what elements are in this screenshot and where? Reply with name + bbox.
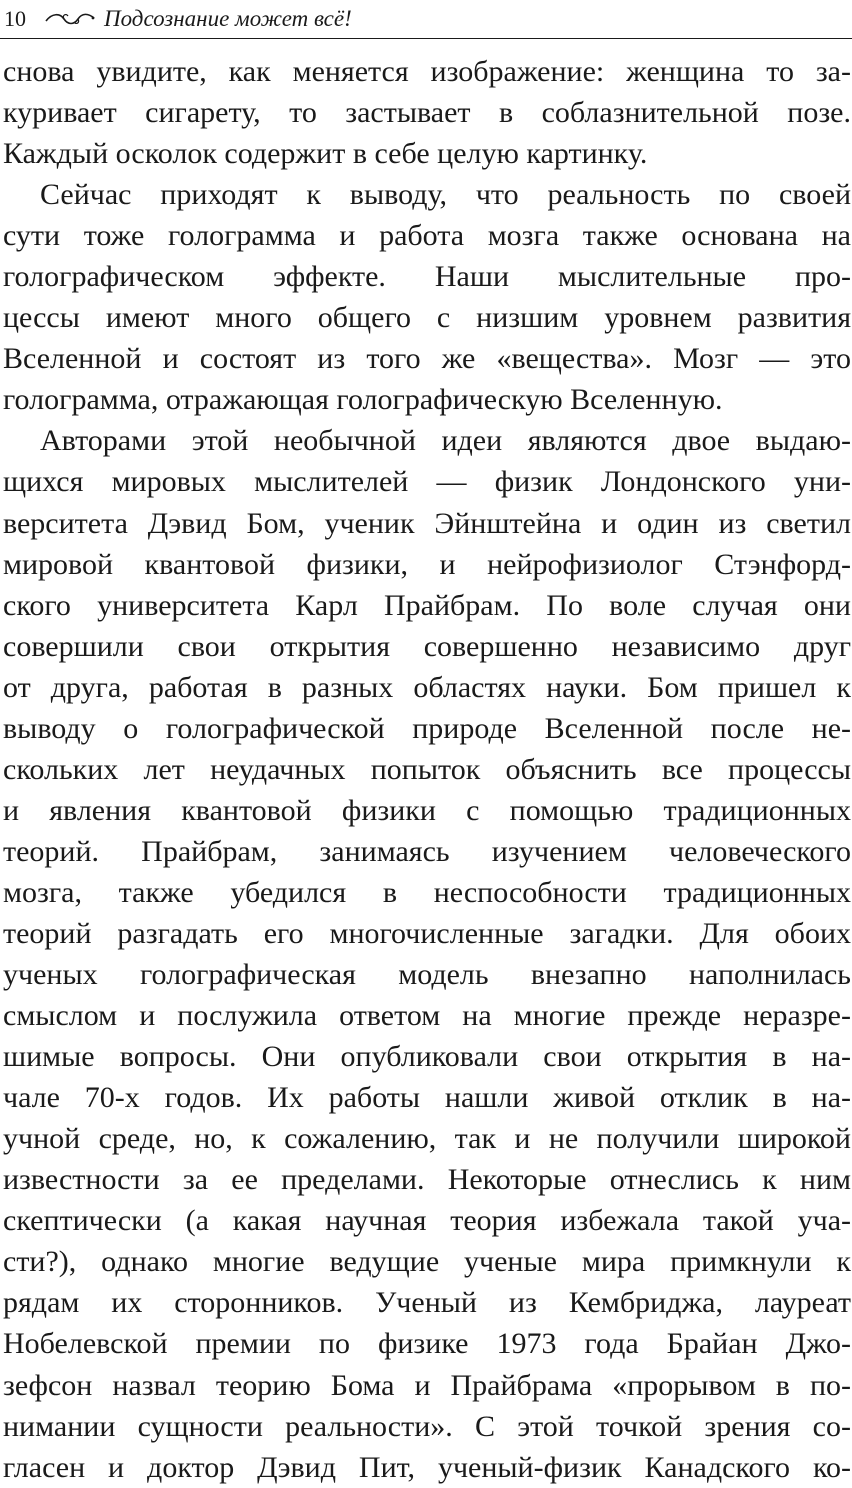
text-line: сти?), однако многие ведущие ученые мира примкнули к xyxy=(3,1245,851,1279)
text-line: учной среде, но, к сожалению, так и не получили широкой xyxy=(3,1122,851,1156)
page-number: 10 xyxy=(4,6,26,31)
text-line: теорий разгадать его многочисленные загадки. Для обоих xyxy=(3,916,851,950)
text-line: куривает сигарету, то застывает в соблазнительной позе. xyxy=(3,96,851,130)
text-line: Сейчас приходят к выводу, что реальность по своей xyxy=(40,178,851,212)
text-line: шимые вопросы. Они опубликовали свои открытия в на- xyxy=(3,1040,851,1074)
text-line: выводу о голографической природе Вселенной после не- xyxy=(3,711,851,745)
text-line: снова увидите, как меняется изображение: женщина то за- xyxy=(3,55,851,88)
text-line: нимании сущности реальности». С этой точкой зрения со- xyxy=(3,1409,851,1443)
text-line: ского университета Карл Прайбрам. По воле случая они xyxy=(3,588,851,622)
text-line: смыслом и послужила ответом на многие прежде неразре- xyxy=(3,999,851,1033)
text-line: ученых голографическая модель внезапно наполнилась xyxy=(3,958,851,992)
text-line: Авторами этой необычной идеи являются двое выдаю- xyxy=(40,424,851,458)
swash-ornament-icon xyxy=(44,9,96,29)
header-rule xyxy=(0,38,852,39)
text-line: скептически (а какая научная теория избежала такой уча- xyxy=(3,1204,851,1238)
text-line: скольких лет неудачных попыток объяснить все процессы xyxy=(3,752,851,786)
running-header xyxy=(0,0,852,40)
text-line: гласен и доктор Дэвид Пит, ученый-физик Канадского ко- xyxy=(3,1450,851,1484)
text-line: цессы имеют много общего с низшим уровнем развития xyxy=(3,301,851,335)
text-line: от друга, работая в разных областях науки. Бом пришел к xyxy=(3,670,851,704)
text-line: щихся мировых мыслителей — физик Лондонского уни- xyxy=(3,465,851,499)
text-line: известности за ее пределами. Некоторые отнеслись к ним xyxy=(3,1163,851,1197)
body-text xyxy=(3,51,851,1488)
text-line: и явления квантовой физики с помощью традиционных xyxy=(3,793,851,827)
text-line: мировой квантовой физики, и нейрофизиолог Стэнфорд- xyxy=(3,547,851,581)
text-line: верситета Дэвид Бом, ученик Эйнштейна и один из светил xyxy=(3,506,851,540)
text-line: совершили свои открытия совершенно независимо друг xyxy=(3,629,851,663)
running-title: Подсознание может всё! xyxy=(104,6,352,31)
text-line: теорий. Прайбрам, занимаясь изучением человеческого xyxy=(3,834,851,868)
text-line: Вселенной и состоят из того же «вещества». Мозг — это xyxy=(3,342,851,376)
text-line: Нобелевской премии по физике 1973 года Брайан Джо- xyxy=(3,1327,851,1361)
text-line: сути тоже голограмма и работа мозга также основана на xyxy=(3,219,851,253)
text-line: голографическом эффекте. Наши мыслительные про- xyxy=(3,260,851,294)
text-line: мозга, также убедился в неспособности традиционных xyxy=(3,875,851,909)
text-line: голограмма, отражающая голографическую Вселенную. xyxy=(3,383,723,417)
text-line: зефсон назвал теорию Бома и Прайбрама «прорывом в по- xyxy=(3,1368,851,1402)
text-line: рядам их сторонников. Ученый из Кембриджа, лауреат xyxy=(3,1286,851,1320)
text-line: Каждый осколок содержит в себе целую картинку. xyxy=(3,137,648,171)
text-line: чале 70-х годов. Их работы нашли живой отклик в на- xyxy=(3,1081,851,1115)
